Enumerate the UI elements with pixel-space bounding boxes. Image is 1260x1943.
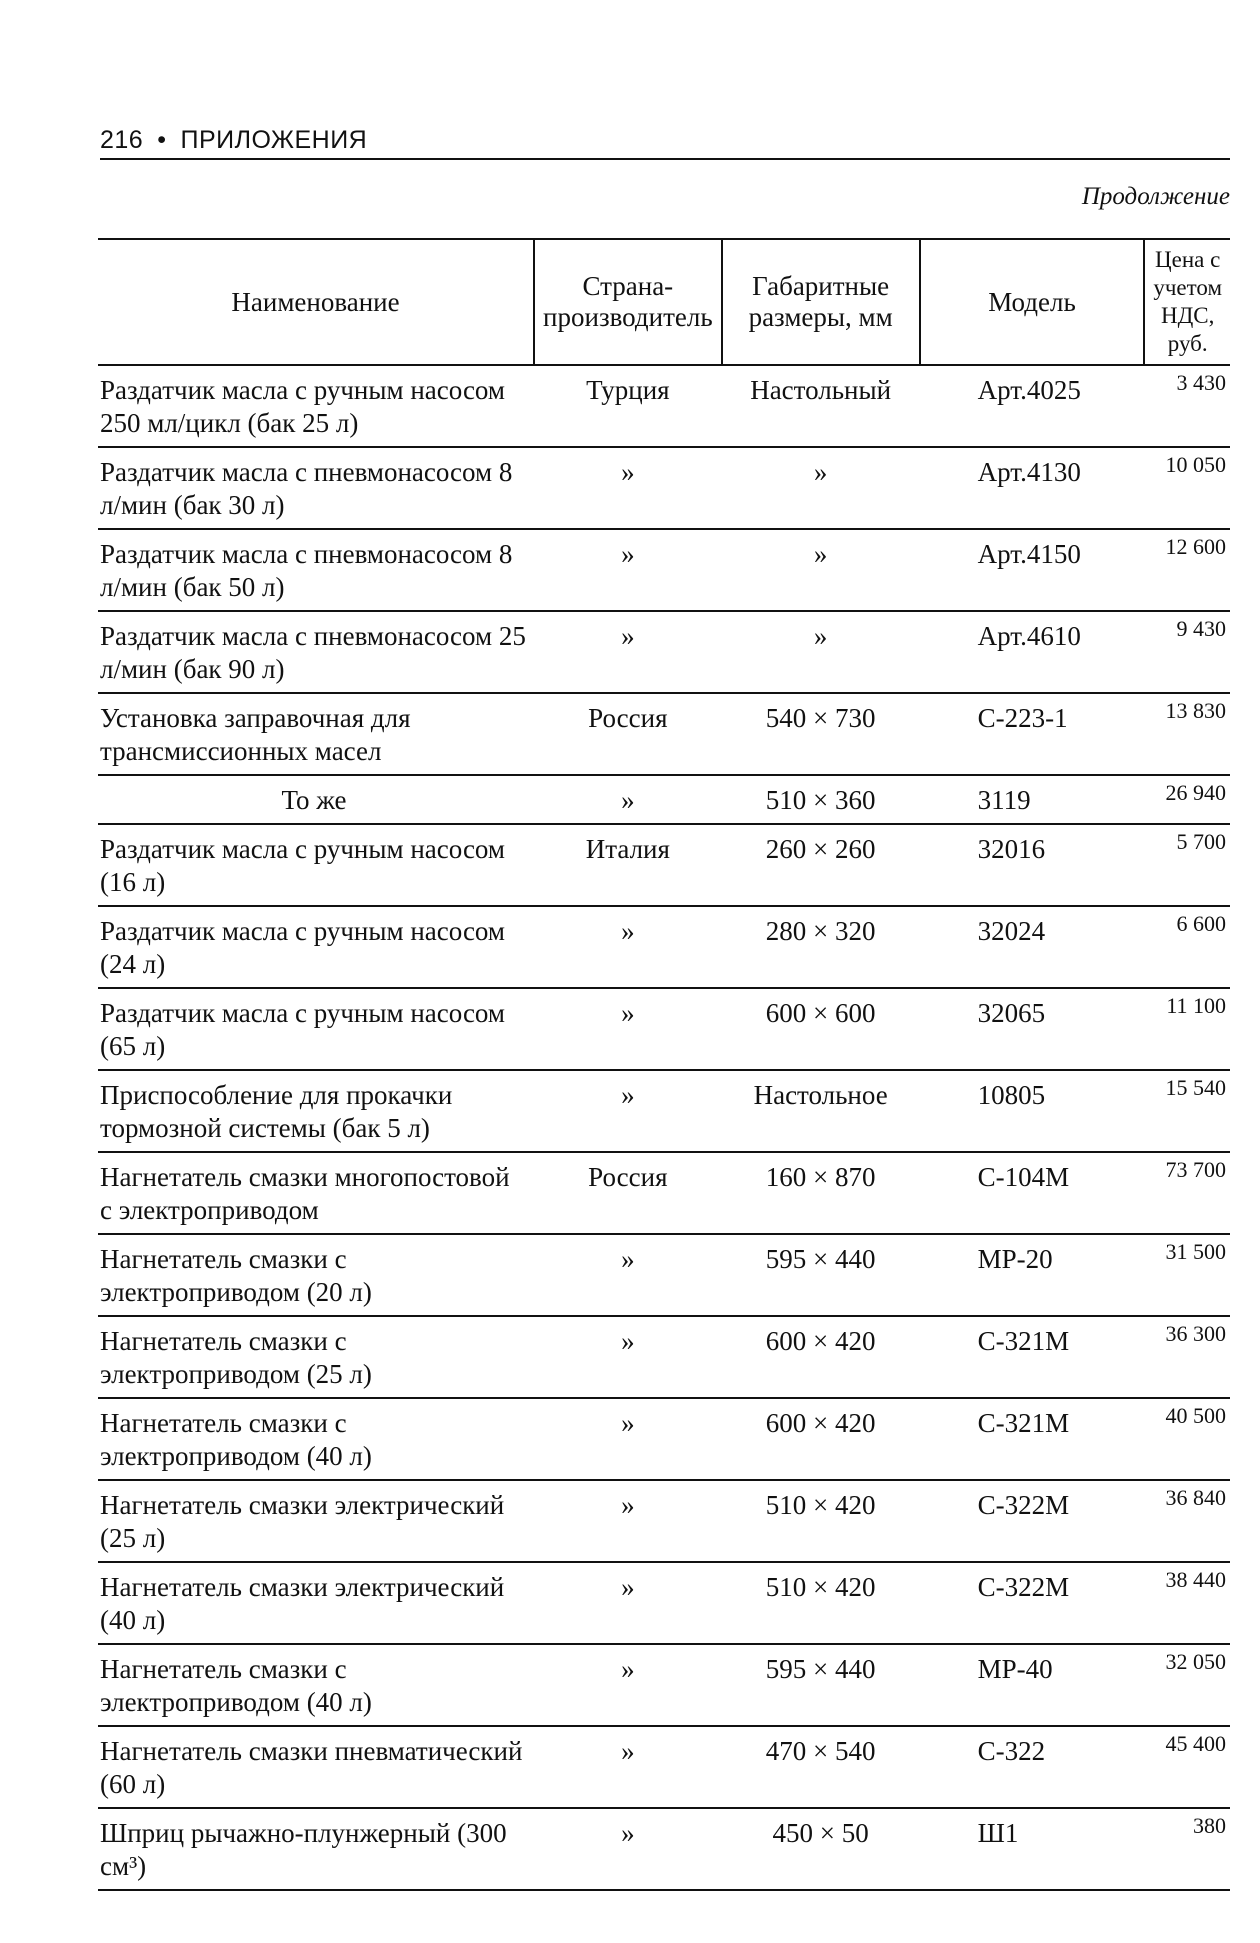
cell-price: 3 430 — [1144, 365, 1230, 447]
cell-name: Раздатчик масла с ручным насосом (24 л) — [98, 906, 534, 988]
cell-country: » — [534, 1316, 722, 1398]
cell-name: Шприц рычажно-плунжерный (300 см³) — [98, 1808, 534, 1890]
cell-country: » — [534, 1398, 722, 1480]
cell-price: 10 050 — [1144, 447, 1230, 529]
column-header-country: Страна-производитель — [534, 239, 722, 365]
cell-dimensions: Настольное — [722, 1070, 920, 1152]
cell-dimensions: 160 × 870 — [722, 1152, 920, 1234]
cell-price: 38 440 — [1144, 1562, 1230, 1644]
cell-model: 32024 — [920, 906, 1145, 988]
section-title: ПРИЛОЖЕНИЯ — [180, 126, 368, 154]
table-row — [98, 365, 1230, 447]
cell-model: С-223-1 — [920, 693, 1145, 775]
table-row — [98, 447, 1230, 529]
cell-dimensions: 540 × 730 — [722, 693, 920, 775]
table-row — [98, 906, 1230, 988]
cell-price: 11 100 — [1144, 988, 1230, 1070]
cell-model: 10805 — [920, 1070, 1145, 1152]
cell-model: Арт.4130 — [920, 447, 1145, 529]
cell-model: Арт.4610 — [920, 611, 1145, 693]
cell-name: Нагнетатель смазки с электроприводом (25 л) — [98, 1316, 534, 1398]
cell-name: Раздатчик масла с пневмонасосом 8 л/мин (бак 50 л) — [98, 529, 534, 611]
cell-dimensions: 470 × 540 — [722, 1726, 920, 1808]
cell-dimensions: 450 × 50 — [722, 1808, 920, 1890]
cell-price: 5 700 — [1144, 824, 1230, 906]
header-rule — [100, 158, 1230, 160]
cell-dimensions: Настольный — [722, 365, 920, 447]
table-row — [98, 529, 1230, 611]
separator-bullet: • — [157, 126, 167, 154]
cell-country: » — [534, 906, 722, 988]
cell-model: С-321М — [920, 1398, 1145, 1480]
cell-country: Россия — [534, 693, 722, 775]
cell-dimensions: » — [722, 447, 920, 529]
table-row — [98, 1808, 1230, 1890]
cell-country: » — [534, 1480, 722, 1562]
cell-dimensions: 595 × 440 — [722, 1644, 920, 1726]
cell-name: Раздатчик масла с пневмонасосом 8 л/мин (бак 30 л) — [98, 447, 534, 529]
cell-name: Раздатчик масла с ручным насосом 250 мл/цикл (бак 25 л) — [98, 365, 534, 447]
cell-name: Установка заправочная для трансмиссионных масел — [98, 693, 534, 775]
cell-price: 36 840 — [1144, 1480, 1230, 1562]
continued-label: Продолжение — [1081, 183, 1230, 210]
table-row — [98, 1316, 1230, 1398]
cell-dimensions: 600 × 600 — [722, 988, 920, 1070]
cell-name: Раздатчик масла с пневмонасосом 25 л/мин (бак 90 л) — [98, 611, 534, 693]
table-row — [98, 1726, 1230, 1808]
cell-dimensions: 280 × 320 — [722, 906, 920, 988]
cell-country: Россия — [534, 1152, 722, 1234]
cell-name: Приспособление для прокачки тормозной системы (бак 5 л) — [98, 1070, 534, 1152]
table-row — [98, 1234, 1230, 1316]
cell-country: Италия — [534, 824, 722, 906]
cell-dimensions: 510 × 360 — [722, 775, 920, 824]
column-header-price: Цена с учетом НДС, руб. — [1144, 239, 1230, 365]
cell-price: 45 400 — [1144, 1726, 1230, 1808]
cell-model: МР-40 — [920, 1644, 1145, 1726]
cell-price: 9 430 — [1144, 611, 1230, 693]
cell-name: Нагнетатель смазки электрический (40 л) — [98, 1562, 534, 1644]
running-head — [100, 126, 367, 155]
table-row — [98, 775, 1230, 824]
cell-price: 73 700 — [1144, 1152, 1230, 1234]
cell-country: » — [534, 529, 722, 611]
table-row — [98, 988, 1230, 1070]
cell-price: 36 300 — [1144, 1316, 1230, 1398]
cell-model: С-322М — [920, 1480, 1145, 1562]
cell-price: 15 540 — [1144, 1070, 1230, 1152]
column-header-dimensions: Габаритные размеры, мм — [722, 239, 920, 365]
cell-dimensions: » — [722, 611, 920, 693]
cell-model: МР-20 — [920, 1234, 1145, 1316]
cell-model: Ш1 — [920, 1808, 1145, 1890]
cell-name: Нагнетатель смазки электрический (25 л) — [98, 1480, 534, 1562]
cell-dimensions: » — [722, 529, 920, 611]
table-row — [98, 1070, 1230, 1152]
table-body — [98, 365, 1230, 1890]
cell-country: » — [534, 1070, 722, 1152]
cell-dimensions: 595 × 440 — [722, 1234, 920, 1316]
cell-dimensions: 510 × 420 — [722, 1562, 920, 1644]
cell-price: 6 600 — [1144, 906, 1230, 988]
table-row — [98, 611, 1230, 693]
cell-country: » — [534, 1808, 722, 1890]
table-row — [98, 693, 1230, 775]
cell-model: 32065 — [920, 988, 1145, 1070]
page-number: 216 — [100, 126, 144, 154]
cell-name: Нагнетатель смазки многопостовой с электроприводом — [98, 1152, 534, 1234]
cell-country: » — [534, 1562, 722, 1644]
cell-price: 26 940 — [1144, 775, 1230, 824]
cell-model: 3119 — [920, 775, 1145, 824]
cell-name: То же — [98, 775, 534, 824]
equipment-table — [98, 238, 1230, 1891]
cell-model: С-322М — [920, 1562, 1145, 1644]
cell-country: Турция — [534, 365, 722, 447]
cell-dimensions: 510 × 420 — [722, 1480, 920, 1562]
cell-model: С-321М — [920, 1316, 1145, 1398]
cell-country: » — [534, 447, 722, 529]
cell-model: 32016 — [920, 824, 1145, 906]
cell-price: 380 — [1144, 1808, 1230, 1890]
table-row — [98, 1562, 1230, 1644]
cell-name: Нагнетатель смазки с электроприводом (40 л) — [98, 1644, 534, 1726]
cell-name: Нагнетатель смазки с электроприводом (20 л) — [98, 1234, 534, 1316]
cell-country: » — [534, 775, 722, 824]
column-header-model: Модель — [920, 239, 1145, 365]
table-row — [98, 1152, 1230, 1234]
cell-model: С-322 — [920, 1726, 1145, 1808]
cell-name: Нагнетатель смазки пневматический (60 л) — [98, 1726, 534, 1808]
cell-price: 13 830 — [1144, 693, 1230, 775]
cell-name: Раздатчик масла с ручным насосом (16 л) — [98, 824, 534, 906]
cell-name: Нагнетатель смазки с электроприводом (40 л) — [98, 1398, 534, 1480]
table-row — [98, 1480, 1230, 1562]
cell-country: » — [534, 611, 722, 693]
table-row — [98, 1644, 1230, 1726]
column-header-name: Наименование — [98, 239, 534, 365]
cell-dimensions: 260 × 260 — [722, 824, 920, 906]
cell-model: С-104М — [920, 1152, 1145, 1234]
cell-price: 32 050 — [1144, 1644, 1230, 1726]
cell-country: » — [534, 988, 722, 1070]
cell-country: » — [534, 1726, 722, 1808]
cell-dimensions: 600 × 420 — [722, 1316, 920, 1398]
cell-price: 12 600 — [1144, 529, 1230, 611]
cell-model: Арт.4025 — [920, 365, 1145, 447]
table-row — [98, 824, 1230, 906]
cell-name: Раздатчик масла с ручным насосом (65 л) — [98, 988, 534, 1070]
cell-price: 40 500 — [1144, 1398, 1230, 1480]
cell-model: Арт.4150 — [920, 529, 1145, 611]
table-header-row — [98, 239, 1230, 365]
cell-dimensions: 600 × 420 — [722, 1398, 920, 1480]
cell-country: » — [534, 1234, 722, 1316]
table-row — [98, 1398, 1230, 1480]
cell-country: » — [534, 1644, 722, 1726]
cell-price: 31 500 — [1144, 1234, 1230, 1316]
